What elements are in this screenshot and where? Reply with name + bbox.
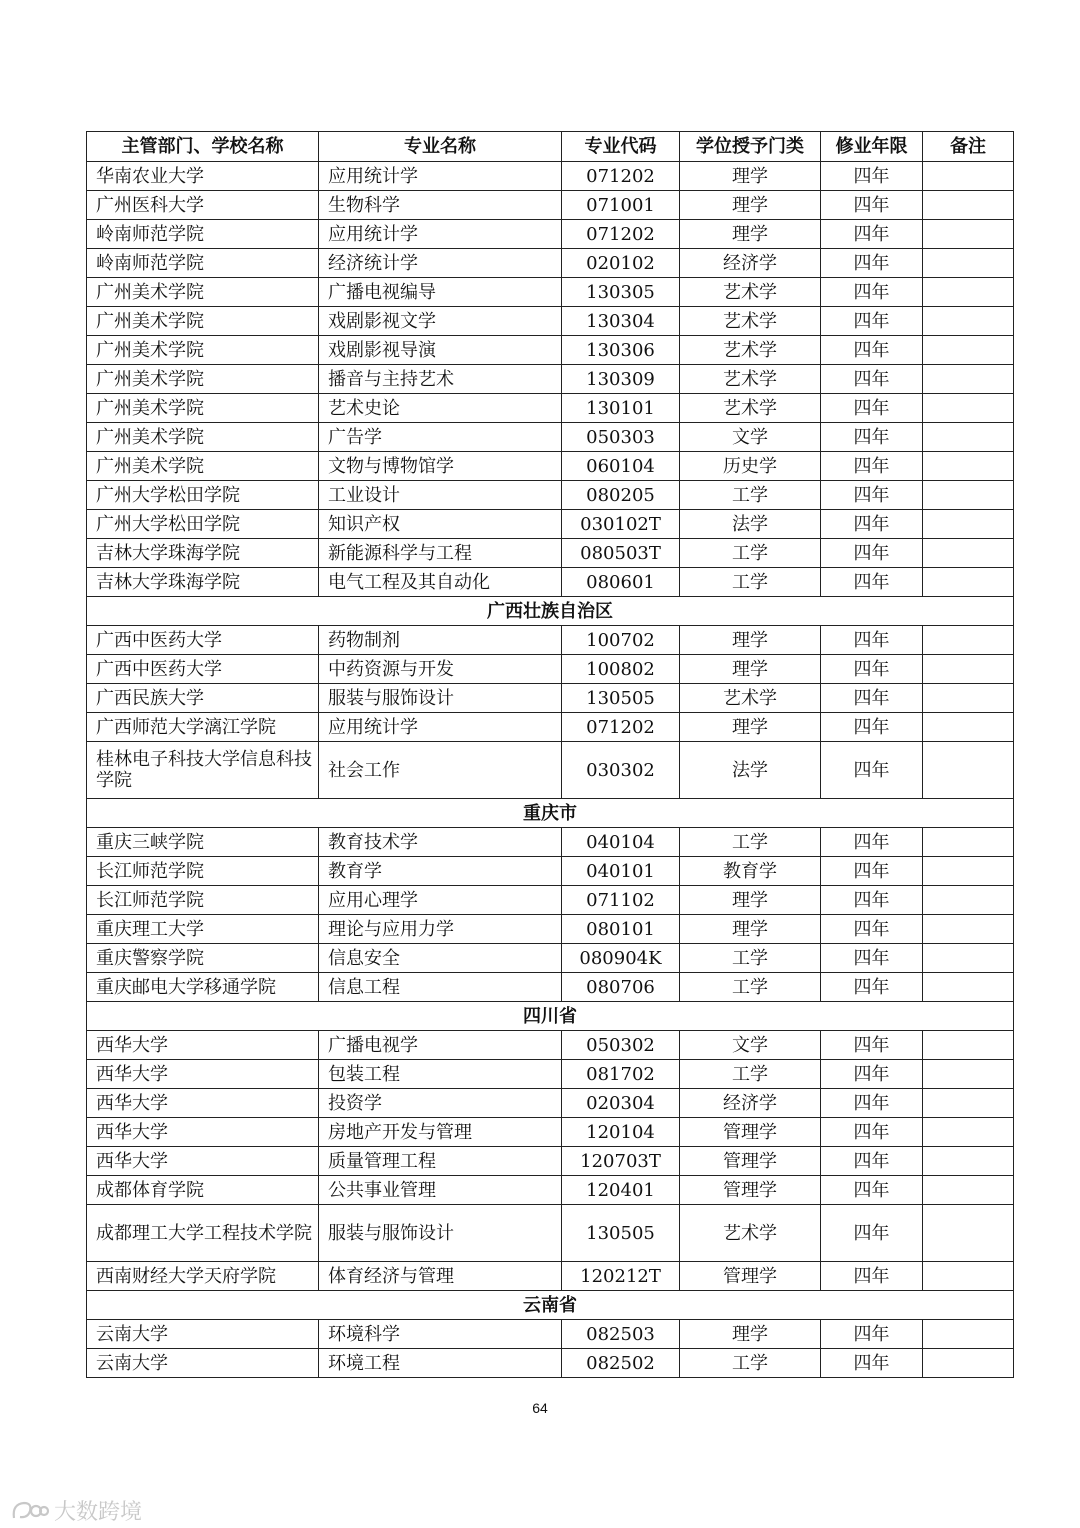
cell-note [923, 510, 1014, 539]
cell-note [923, 713, 1014, 742]
header-degree: 学位授予门类 [680, 132, 821, 162]
cell-school: 广西民族大学 [87, 684, 319, 713]
cell-note [923, 1118, 1014, 1147]
cell-degree: 艺术学 [680, 394, 821, 423]
cell-degree: 理学 [680, 626, 821, 655]
cell-degree: 艺术学 [680, 684, 821, 713]
cell-years: 四年 [821, 162, 923, 191]
cell-degree: 经济学 [680, 1089, 821, 1118]
table-body [87, 162, 1014, 1378]
cell-years: 四年 [821, 886, 923, 915]
cell-major: 包装工程 [319, 1060, 562, 1089]
cell-note [923, 828, 1014, 857]
cell-degree: 管理学 [680, 1147, 821, 1176]
majors-table [86, 131, 1014, 1378]
cell-major: 知识产权 [319, 510, 562, 539]
cell-note [923, 394, 1014, 423]
table-row [87, 828, 1014, 857]
cell-school: 广西中医药大学 [87, 626, 319, 655]
cell-major: 广播电视学 [319, 1031, 562, 1060]
cell-degree: 理学 [680, 162, 821, 191]
cell-school: 岭南师范学院 [87, 220, 319, 249]
cell-code: 082503 [562, 1320, 680, 1349]
cell-code: 130304 [562, 307, 680, 336]
cell-school: 广州美术学院 [87, 278, 319, 307]
table-row [87, 510, 1014, 539]
cell-major: 理论与应用力学 [319, 915, 562, 944]
cell-school: 长江师范学院 [87, 886, 319, 915]
cell-school: 广西师范大学漓江学院 [87, 713, 319, 742]
cell-school: 广州美术学院 [87, 307, 319, 336]
cell-note [923, 278, 1014, 307]
cell-major: 应用统计学 [319, 162, 562, 191]
cell-school: 广州美术学院 [87, 394, 319, 423]
cell-note [923, 1089, 1014, 1118]
cell-note [923, 539, 1014, 568]
table-row [87, 249, 1014, 278]
cell-major: 公共事业管理 [319, 1176, 562, 1205]
cell-major: 投资学 [319, 1089, 562, 1118]
cell-note [923, 1349, 1014, 1378]
cell-school: 广州美术学院 [87, 423, 319, 452]
watermark-logo-icon [10, 1498, 50, 1524]
table-row [87, 857, 1014, 886]
region-heading: 广西壮族自治区 [87, 597, 1014, 626]
cell-code: 071202 [562, 162, 680, 191]
cell-degree: 工学 [680, 1060, 821, 1089]
header-note: 备注 [923, 132, 1014, 162]
cell-major: 工业设计 [319, 481, 562, 510]
cell-code: 080706 [562, 973, 680, 1002]
cell-major: 社会工作 [319, 742, 562, 799]
cell-school: 岭南师范学院 [87, 249, 319, 278]
cell-degree: 历史学 [680, 452, 821, 481]
cell-school: 重庆三峡学院 [87, 828, 319, 857]
table-row [87, 655, 1014, 684]
cell-school: 重庆邮电大学移通学院 [87, 973, 319, 1002]
cell-years: 四年 [821, 307, 923, 336]
cell-degree: 艺术学 [680, 1205, 821, 1262]
table-row [87, 365, 1014, 394]
cell-major: 广告学 [319, 423, 562, 452]
cell-years: 四年 [821, 1147, 923, 1176]
cell-major: 新能源科学与工程 [319, 539, 562, 568]
cell-years: 四年 [821, 828, 923, 857]
cell-major: 生物科学 [319, 191, 562, 220]
cell-code: 120703T [562, 1147, 680, 1176]
cell-note [923, 249, 1014, 278]
cell-note [923, 626, 1014, 655]
cell-degree: 工学 [680, 944, 821, 973]
cell-code: 120212T [562, 1262, 680, 1291]
cell-years: 四年 [821, 944, 923, 973]
watermark-text: 大数跨境 [54, 1500, 143, 1525]
cell-major: 经济统计学 [319, 249, 562, 278]
cell-major: 应用统计学 [319, 713, 562, 742]
cell-major: 电气工程及其自动化 [319, 568, 562, 597]
cell-major: 服装与服饰设计 [319, 684, 562, 713]
cell-degree: 文学 [680, 1031, 821, 1060]
cell-note [923, 307, 1014, 336]
cell-years: 四年 [821, 1118, 923, 1147]
cell-school: 成都体育学院 [87, 1176, 319, 1205]
cell-note [923, 973, 1014, 1002]
cell-degree: 工学 [680, 1349, 821, 1378]
table-row [87, 1349, 1014, 1378]
cell-degree: 艺术学 [680, 278, 821, 307]
cell-school: 广州美术学院 [87, 365, 319, 394]
cell-degree: 管理学 [680, 1176, 821, 1205]
cell-school: 吉林大学珠海学院 [87, 539, 319, 568]
cell-school: 华南农业大学 [87, 162, 319, 191]
cell-note [923, 162, 1014, 191]
cell-years: 四年 [821, 481, 923, 510]
cell-degree: 工学 [680, 973, 821, 1002]
cell-years: 四年 [821, 336, 923, 365]
cell-degree: 经济学 [680, 249, 821, 278]
region-row [87, 597, 1014, 626]
cell-note [923, 742, 1014, 799]
table-row [87, 336, 1014, 365]
cell-major: 体育经济与管理 [319, 1262, 562, 1291]
table-row [87, 191, 1014, 220]
cell-years: 四年 [821, 1262, 923, 1291]
table-row [87, 944, 1014, 973]
cell-code: 120104 [562, 1118, 680, 1147]
table-row [87, 1320, 1014, 1349]
cell-note [923, 191, 1014, 220]
cell-note [923, 684, 1014, 713]
cell-school: 云南大学 [87, 1320, 319, 1349]
cell-code: 050302 [562, 1031, 680, 1060]
cell-years: 四年 [821, 1176, 923, 1205]
cell-major: 广播电视编导 [319, 278, 562, 307]
cell-years: 四年 [821, 1349, 923, 1378]
table-row [87, 684, 1014, 713]
cell-code: 040104 [562, 828, 680, 857]
cell-years: 四年 [821, 973, 923, 1002]
cell-school: 西华大学 [87, 1060, 319, 1089]
table-row [87, 713, 1014, 742]
cell-school: 长江师范学院 [87, 857, 319, 886]
cell-years: 四年 [821, 742, 923, 799]
cell-years: 四年 [821, 1089, 923, 1118]
cell-note [923, 1147, 1014, 1176]
cell-major: 信息工程 [319, 973, 562, 1002]
cell-years: 四年 [821, 857, 923, 886]
cell-code: 130101 [562, 394, 680, 423]
cell-degree: 理学 [680, 191, 821, 220]
cell-code: 080904K [562, 944, 680, 973]
cell-code: 082502 [562, 1349, 680, 1378]
cell-years: 四年 [821, 220, 923, 249]
cell-major: 环境工程 [319, 1349, 562, 1378]
cell-school: 桂林电子科技大学信息科技学院 [87, 742, 319, 799]
table-row [87, 1118, 1014, 1147]
table-row [87, 886, 1014, 915]
table-row [87, 1089, 1014, 1118]
cell-major: 质量管理工程 [319, 1147, 562, 1176]
cell-degree: 管理学 [680, 1118, 821, 1147]
cell-code: 050303 [562, 423, 680, 452]
region-row [87, 1291, 1014, 1320]
page-number: 64 [532, 1400, 548, 1416]
cell-school: 云南大学 [87, 1349, 319, 1378]
cell-degree: 理学 [680, 1320, 821, 1349]
cell-degree: 理学 [680, 713, 821, 742]
cell-note [923, 1031, 1014, 1060]
cell-years: 四年 [821, 568, 923, 597]
cell-code: 040101 [562, 857, 680, 886]
cell-code: 080101 [562, 915, 680, 944]
table-row [87, 1176, 1014, 1205]
cell-major: 文物与博物馆学 [319, 452, 562, 481]
cell-code: 020304 [562, 1089, 680, 1118]
cell-school: 广州大学松田学院 [87, 510, 319, 539]
cell-note [923, 481, 1014, 510]
cell-years: 四年 [821, 365, 923, 394]
region-row [87, 1002, 1014, 1031]
cell-school: 吉林大学珠海学院 [87, 568, 319, 597]
cell-years: 四年 [821, 626, 923, 655]
cell-years: 四年 [821, 452, 923, 481]
cell-major: 药物制剂 [319, 626, 562, 655]
cell-note [923, 857, 1014, 886]
cell-degree: 艺术学 [680, 307, 821, 336]
table-row [87, 394, 1014, 423]
cell-code: 030102T [562, 510, 680, 539]
table-header-row [87, 132, 1014, 162]
table-row [87, 278, 1014, 307]
cell-code: 080503T [562, 539, 680, 568]
cell-code: 130505 [562, 684, 680, 713]
cell-years: 四年 [821, 1205, 923, 1262]
cell-code: 071001 [562, 191, 680, 220]
cell-note [923, 568, 1014, 597]
cell-school: 西华大学 [87, 1147, 319, 1176]
cell-years: 四年 [821, 1031, 923, 1060]
cell-years: 四年 [821, 191, 923, 220]
cell-years: 四年 [821, 423, 923, 452]
cell-school: 西华大学 [87, 1031, 319, 1060]
region-heading: 四川省 [87, 1002, 1014, 1031]
table-row [87, 626, 1014, 655]
cell-major: 播音与主持艺术 [319, 365, 562, 394]
table-row [87, 539, 1014, 568]
cell-degree: 管理学 [680, 1262, 821, 1291]
cell-degree: 法学 [680, 742, 821, 799]
table-row [87, 742, 1014, 799]
cell-major: 中药资源与开发 [319, 655, 562, 684]
cell-school: 广西中医药大学 [87, 655, 319, 684]
cell-major: 教育学 [319, 857, 562, 886]
header-major: 专业名称 [319, 132, 562, 162]
cell-years: 四年 [821, 713, 923, 742]
cell-degree: 法学 [680, 510, 821, 539]
cell-note [923, 655, 1014, 684]
cell-note [923, 452, 1014, 481]
cell-note [923, 1320, 1014, 1349]
cell-code: 120401 [562, 1176, 680, 1205]
table-row [87, 220, 1014, 249]
cell-school: 重庆警察学院 [87, 944, 319, 973]
cell-note [923, 1060, 1014, 1089]
table-row [87, 568, 1014, 597]
cell-school: 西华大学 [87, 1089, 319, 1118]
cell-school: 广州医科大学 [87, 191, 319, 220]
cell-degree: 工学 [680, 828, 821, 857]
cell-school: 广州美术学院 [87, 336, 319, 365]
cell-school: 西南财经大学天府学院 [87, 1262, 319, 1291]
cell-degree: 理学 [680, 915, 821, 944]
cell-major: 应用心理学 [319, 886, 562, 915]
table-row [87, 1205, 1014, 1262]
cell-years: 四年 [821, 249, 923, 278]
cell-code: 081702 [562, 1060, 680, 1089]
cell-degree: 艺术学 [680, 365, 821, 394]
header-code: 专业代码 [562, 132, 680, 162]
cell-years: 四年 [821, 510, 923, 539]
cell-code: 130505 [562, 1205, 680, 1262]
cell-note [923, 336, 1014, 365]
cell-years: 四年 [821, 278, 923, 307]
table-row [87, 1060, 1014, 1089]
cell-code: 030302 [562, 742, 680, 799]
cell-note [923, 1205, 1014, 1262]
region-heading: 重庆市 [87, 799, 1014, 828]
table-row [87, 915, 1014, 944]
table-row [87, 1147, 1014, 1176]
cell-years: 四年 [821, 539, 923, 568]
cell-code: 100802 [562, 655, 680, 684]
cell-major: 信息安全 [319, 944, 562, 973]
cell-note [923, 915, 1014, 944]
cell-school: 重庆理工大学 [87, 915, 319, 944]
cell-code: 071102 [562, 886, 680, 915]
cell-code: 080205 [562, 481, 680, 510]
table-row [87, 162, 1014, 191]
table-row [87, 423, 1014, 452]
cell-degree: 教育学 [680, 857, 821, 886]
cell-code: 100702 [562, 626, 680, 655]
cell-major: 应用统计学 [319, 220, 562, 249]
cell-note [923, 1176, 1014, 1205]
cell-major: 戏剧影视文学 [319, 307, 562, 336]
cell-code: 071202 [562, 713, 680, 742]
cell-years: 四年 [821, 1320, 923, 1349]
cell-years: 四年 [821, 1060, 923, 1089]
cell-note [923, 365, 1014, 394]
cell-code: 020102 [562, 249, 680, 278]
cell-note [923, 1262, 1014, 1291]
cell-degree: 工学 [680, 568, 821, 597]
cell-note [923, 944, 1014, 973]
cell-major: 环境科学 [319, 1320, 562, 1349]
cell-note [923, 220, 1014, 249]
cell-code: 130306 [562, 336, 680, 365]
table-row [87, 452, 1014, 481]
cell-major: 服装与服饰设计 [319, 1205, 562, 1262]
cell-degree: 工学 [680, 481, 821, 510]
header-school: 主管部门、学校名称 [87, 132, 319, 162]
table-row [87, 1262, 1014, 1291]
table-row [87, 481, 1014, 510]
cell-school: 广州美术学院 [87, 452, 319, 481]
cell-school: 西华大学 [87, 1118, 319, 1147]
region-row [87, 799, 1014, 828]
cell-major: 戏剧影视导演 [319, 336, 562, 365]
header-years: 修业年限 [821, 132, 923, 162]
watermark [10, 1495, 142, 1526]
cell-years: 四年 [821, 655, 923, 684]
cell-degree: 文学 [680, 423, 821, 452]
cell-school: 广州大学松田学院 [87, 481, 319, 510]
table-row [87, 1031, 1014, 1060]
cell-years: 四年 [821, 394, 923, 423]
region-heading: 云南省 [87, 1291, 1014, 1320]
cell-degree: 艺术学 [680, 336, 821, 365]
cell-major: 房地产开发与管理 [319, 1118, 562, 1147]
cell-code: 060104 [562, 452, 680, 481]
cell-school: 成都理工大学工程技术学院 [87, 1205, 319, 1262]
cell-degree: 工学 [680, 539, 821, 568]
cell-note [923, 423, 1014, 452]
cell-degree: 理学 [680, 220, 821, 249]
cell-years: 四年 [821, 684, 923, 713]
cell-note [923, 886, 1014, 915]
table-row [87, 973, 1014, 1002]
cell-code: 130305 [562, 278, 680, 307]
cell-degree: 理学 [680, 655, 821, 684]
table-row [87, 307, 1014, 336]
cell-code: 080601 [562, 568, 680, 597]
cell-degree: 理学 [680, 886, 821, 915]
cell-code: 071202 [562, 220, 680, 249]
cell-years: 四年 [821, 915, 923, 944]
cell-major: 教育技术学 [319, 828, 562, 857]
cell-code: 130309 [562, 365, 680, 394]
cell-major: 艺术史论 [319, 394, 562, 423]
